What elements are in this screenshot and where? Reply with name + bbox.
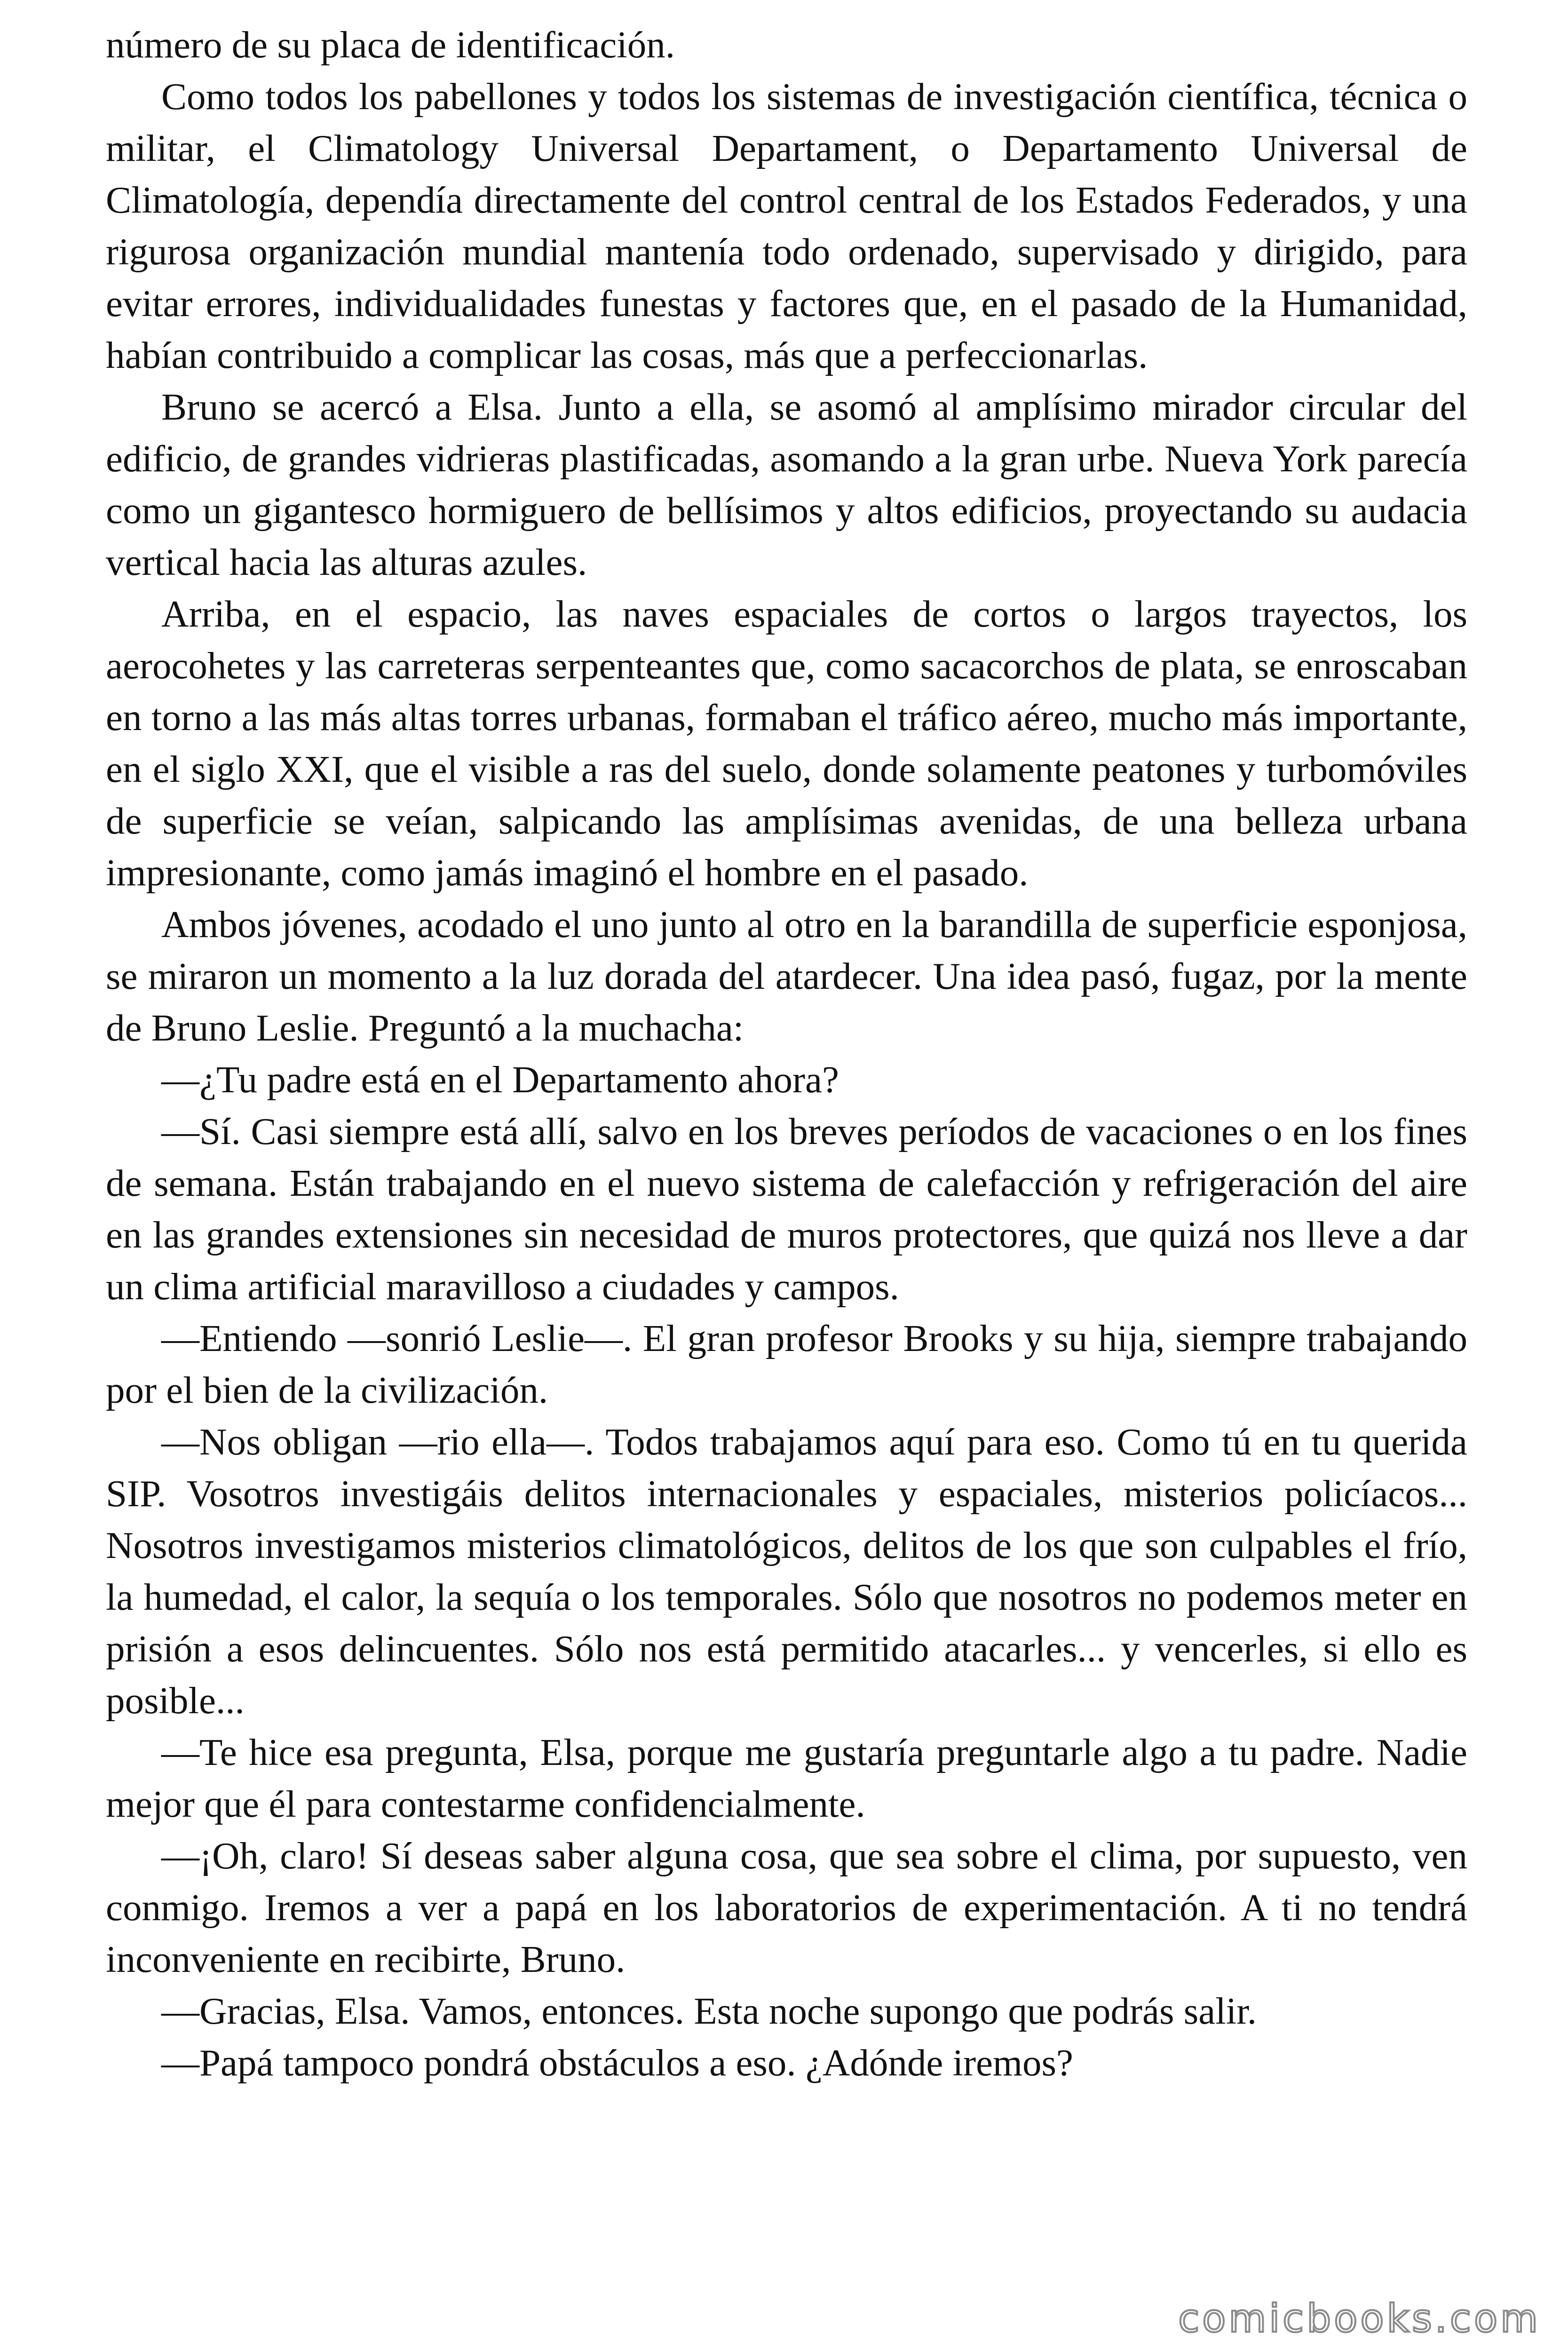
dialogue-line: —Papá tampoco pondrá obstáculos a eso. ¿Adónde iremos?: [161, 2042, 1073, 2084]
paragraph: Bruno se acercó a Elsa. Junto a ella, se asomó al amplísimo mirador circular del edificio, de grandes vidrieras plastificadas, asomando a la gran urbe. Nueva York parecía como un gigantesco hormiguero de bellísimos y altos edificios, proyectando su audacia vertical hacia las alturas azules.: [106, 386, 1467, 583]
paragraph: Arriba, en el espacio, las naves espaciales de cortos o largos trayectos, los aerocohetes y las carreteras serpenteantes que, como sacacorchos de plata, se enroscaban en torno a las más altas torres urbanas, formaban el tráfico aéreo, mucho más importante, en el siglo XXI, que el visible a ras del suelo, donde solamente peatones y turbomóviles de superficie se veían, salpicando las amplísimas avenidas, de una belleza urbana impresionante, como jamás imaginó el hombre en el pasado.: [106, 593, 1467, 894]
dialogue-line: —Te hice esa pregunta, Elsa, porque me gustaría preguntarle algo a tu padre. Nadie mejor que él para contestarme confidencialmente.: [106, 1731, 1467, 1825]
paragraph-continuation: número de su placa de identificación.: [106, 24, 675, 66]
paragraph: Ambos jóvenes, acodado el uno junto al otro en la barandilla de superficie esponjosa, se miraron un momento a la luz dorada del atardecer. Una idea pasó, fugaz, por la mente de Bruno Leslie. Preguntó a la muchacha:: [106, 903, 1467, 1049]
dialogue-line: —Nos obligan —rio ella—. Todos trabajamos aquí para eso. Como tú en tu querida SIP. Vosotros investigáis delitos internacionales y espaciales, misterios policíacos... Nosotros investigamos misterios climatológicos, delitos de los que son culpables el frío, la humedad, el calor, la sequía o los temporales. Sólo que nosotros no podemos meter en prisión a esos delincuentes. Sólo nos está permitido atacarles... y vencerles, si ello es posible...: [106, 1421, 1467, 1722]
paragraph: Como todos los pabellones y todos los sistemas de investigación científica, técnica o militar, el Climatology Universal Departament, o Departamento Universal de Climatología, dependía directamente del control central de los Estados Federados, y una rigurosa organización mundial mantenía todo ordenado, supervisado y dirigido, para evitar errores, individualidades funestas y factores que, en el pasado de la Humanidad, habían contribuido a complicar las cosas, más que a perfeccionarlas.: [106, 75, 1467, 376]
watermark: comicbooks.com: [1178, 2296, 1541, 2341]
dialogue-line: —¡Oh, claro! Sí deseas saber alguna cosa, que sea sobre el clima, por supuesto, ven conmigo. Iremos a ver a papá en los laboratorios de experimentación. A ti no tendrá inconveniente en recibirte, Bruno.: [106, 1835, 1467, 1980]
dialogue-line: —Gracias, Elsa. Vamos, entonces. Esta noche supongo que podrás salir.: [161, 1990, 1257, 2032]
dialogue-line: —Entiendo —sonrió Leslie—. El gran profesor Brooks y su hija, siempre trabajando por el bien de la civilización.: [106, 1317, 1467, 1411]
dialogue-line: —¿Tu padre está en el Departamento ahora?: [161, 1058, 839, 1101]
dialogue-line: —Sí. Casi siempre está allí, salvo en los breves períodos de vacaciones o en los fines de semana. Están trabajando en el nuevo sistema de calefacción y refrigeración del aire en las grandes extensiones sin necesidad de muros protectores, que quizá nos lleve a dar un clima artificial maravilloso a ciudades y campos.: [106, 1110, 1467, 1308]
page-body: [106, 19, 1467, 2089]
